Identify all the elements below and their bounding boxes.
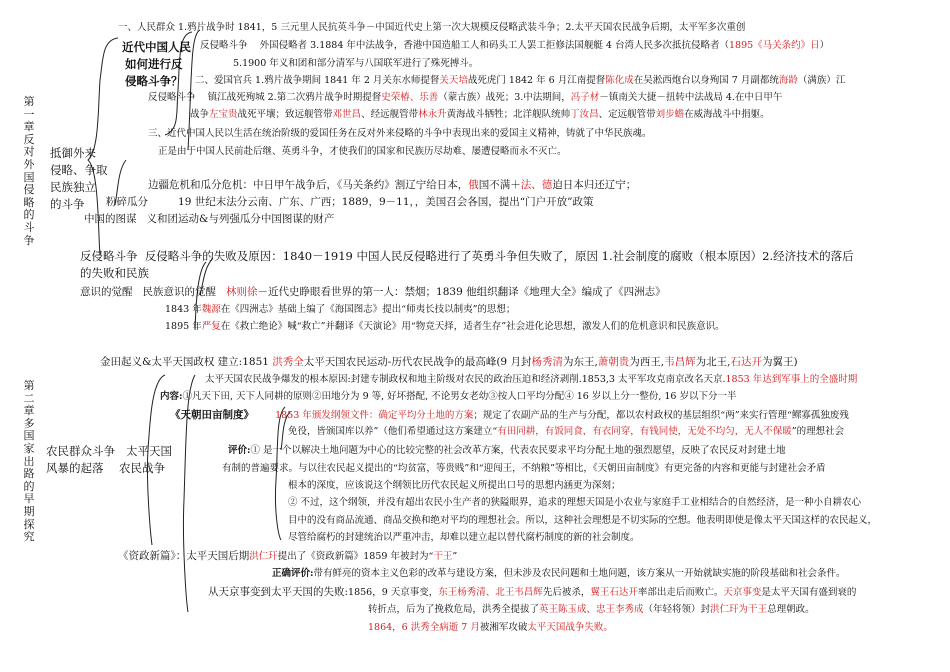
text-line: 粉碎瓜分 19 世纪末法分云南、广东、广西；1889，9－11，，美国召会各国，提出“门户开放”政策 (106, 196, 594, 208)
chapter2-left-label: 太平天国 (126, 444, 172, 458)
text-line: 战争左宝贵战死平壤；致远舰管带邓世昌、经远舰管带林永升黄海战斗牺牲；北洋舰队统帅丁汝昌、定远舰管带刘步蟾在威海战斗中捐躯。 (190, 109, 770, 120)
text-line: 根本的深度，应该说这个纲领比历代农民起义所提出口号的思想内涵更为深刻； (288, 480, 621, 491)
text-line: 一、人民群众 1.鸦片战争时 1841，5 三元里人民抗英斗争－中国近代史上第一次大规模反侵略武装斗争；2.太平天国农民战争后期，太平军多次重创 (118, 22, 746, 33)
question-label: 近代中国人民 (122, 40, 191, 54)
text-line: 尽管给腐朽的封建统治以严重冲击，却难以建立起以替代腐朽制度的新的社会制度。 (288, 532, 640, 543)
text-line: 反侵略斗争 外国侵略者 3.1884 年中法战争，香港中国造船工人和码头工人罢工拒修法国舰艇 4 台湾人民多次抵抗侵略者（1895《马关条约》日） (200, 40, 830, 51)
text-line: 《资政新篇》：太平天国后期洪仁玕提出了《资政新篇》1859 年被封为“干王” (118, 550, 458, 562)
text-line: 反侵略斗争 反侵略斗争的失败及原因：1840－1919 中国人民反侵略进行了英勇斗争但失败了，原因 1.社会制度的腐败（根本原因）2.经济技术的落后 (80, 249, 854, 263)
text-line: 5.1900 年义和团和部分清军与八国联军进行了殊死搏斗。 (233, 58, 479, 69)
chapter1-left-label: 民族独立 (50, 180, 96, 194)
text-line: 评价:① 是一个以解决土地问题为中心的比较完整的社会改革方案，代表农民要求平均分配土地的强烈愿望，反映了农民反对封建土地 (228, 445, 786, 456)
text-line: 有制的普遍要求。与以往农民起义提出的“均贫富，等贵贱”和“迎闯王，不纳粮”等相比，《天朝田亩制度》有更完备的内容和更能与封建社会矛盾 (222, 463, 826, 474)
text-line: ② 不过，这个纲领，并没有超出农民小生产者的狭隘眼界，追求的理想天国是小农业与家庭手工业相结合的自然经济，是一种小自耕农心 (288, 497, 862, 508)
text-line: 《天朝田亩制度》 1853 年颁发纲领文件：确定平均分土地的方案；规定了农副产品的生产与分配，都以农村政权的基层组织“两”来实行管理“鳏寡孤独废残 (170, 409, 849, 421)
text-line: 1864，6 洪秀全病逝 7 月被湘军攻破太平天国战争失败。 (368, 622, 613, 633)
question-label: 如何进行反 (125, 57, 183, 71)
text-line: 内容:①凡天下田, 天下人同耕的原则②田地分为 9 等, 好坏搭配, 不论男女老幼③按人口平均分配④ 16 岁以上分一整份, 16 岁以下分一半 (160, 391, 737, 402)
chapter1-left-label: 的斗争 (50, 197, 85, 211)
text-line: 意识的觉醒 民族意识的觉醒 林则徐－近代史睁眼看世界的第一人：禁烟；1839 他组织翻译《地理大全》编成了《四洲志》 (80, 286, 666, 298)
text-line: 中国的图谋 义和团运动&与列强瓜分中国图谋的财产 (84, 213, 335, 225)
chapter1-title: 第一章反对外国侵略的斗争 (23, 95, 35, 247)
text-line: 反侵略斗争 镇江战死殉城 2.第二次鸦片战争时期提督史荣椿、乐善（蒙古族）战死；3.中法期间，冯子材－镇南关大捷－扭转中法战局 4.在中日甲午 (148, 92, 783, 103)
chapter2-left-label: 农民战争 (119, 461, 165, 475)
text-line: 目中的没有商品流通、商品交换和绝对平均的理想社会。所以，这种社会理想是不切实际的空想。他表明即使是像太平天国这样的农民起义， (288, 515, 878, 526)
text-line: 1895 年严复在《救亡绝论》喊“救亡”并翻译《天演论》用“物竞天择，适者生存”社会进化论思想，激发人们的危机意识和民族意识。 (165, 321, 725, 332)
chapter2-left-label: 农民群众斗争 (46, 444, 115, 458)
chapter1-left-label: 侵略、争取 (50, 163, 108, 177)
chapter1-left-label: 抵御外来 (50, 146, 96, 160)
text-line: 边疆危机和瓜分危机：中日甲午战争后，《马关条约》割辽宁给日本，俄国不满＋法、德迫日本归还辽宁； (148, 179, 637, 191)
text-line: 太平天国农民战争爆发的根本原因:封建专制政权和地主阶级对农民的政治压迫和经济剥削.1853,3 太平军攻克南京改名天京.1853 年达到军事上的全盛时期 (205, 374, 858, 385)
text-line: 免役，皆颁国库以养”（他们希望通过这方案建立“有田同耕，有饭同食，有衣同穿，有钱同使，无处不均匀，无人不保暖”的理想社会 (288, 426, 845, 437)
text-line: 的失败和民族 (80, 266, 149, 280)
text-line: 1843 年魏源在《四洲志》基础上编了《海国图志》提出“师夷长技以制夷”的思想； (165, 304, 516, 315)
chapter2-left-label: 风暴的起落 (46, 461, 104, 475)
text-line: 二、爱国官兵 1.鸦片战争期间 1841 年 2 月关东水师提督关天培战死虎门 1842 年 6 月江南提督陈化成在吴淞西炮台以身殉国 7 月副都统海龄（满族）江 (195, 75, 846, 86)
text-line: 正确评价:带有鲜亮的资本主义色彩的改革与建设方案，但未涉及农民问题和土地问题，该方案从一开始就缺实施的阶段基础和社会条件。 (272, 568, 846, 579)
text-line: 三、近代中国人民以生活在统治阶级的爱国任务在反对外来侵略的斗争中表现出来的爱国主义精神，铸就了中华民族魂。 (148, 128, 652, 139)
text-line: 正是由于中国人民前赴后继、英勇斗争，才使我们的国家和民族历尽劫难、屡遭侵略而永不灭亡。 (158, 146, 567, 157)
chapter2-title: 第二章多国家出路的早期探究 (23, 379, 35, 544)
text-line: 转折点，后为了挽救危局，洪秀全提拔了英王陈玉成、忠王李秀成（年轻将领）封洪仁玕为干王总理朝政。 (368, 604, 815, 615)
text-line: 金田起义&太平天国政权 建立:1851 洪秀全太平天国农民运动-历代农民战争的最高峰(9 月封杨秀清为东王,萧朝贵为西王,韦昌辉为北王,石达开为翼王) (100, 356, 798, 368)
text-line: 从天京事变到太平天国的失败:1856，9 天京事变，东王杨秀清、北王韦昌辉先后被杀，翼王石达开率部出走后而败亡。天京事变是太平天国有盛到衰的 (208, 586, 857, 598)
question-label: 侵略斗争？ (125, 74, 183, 88)
